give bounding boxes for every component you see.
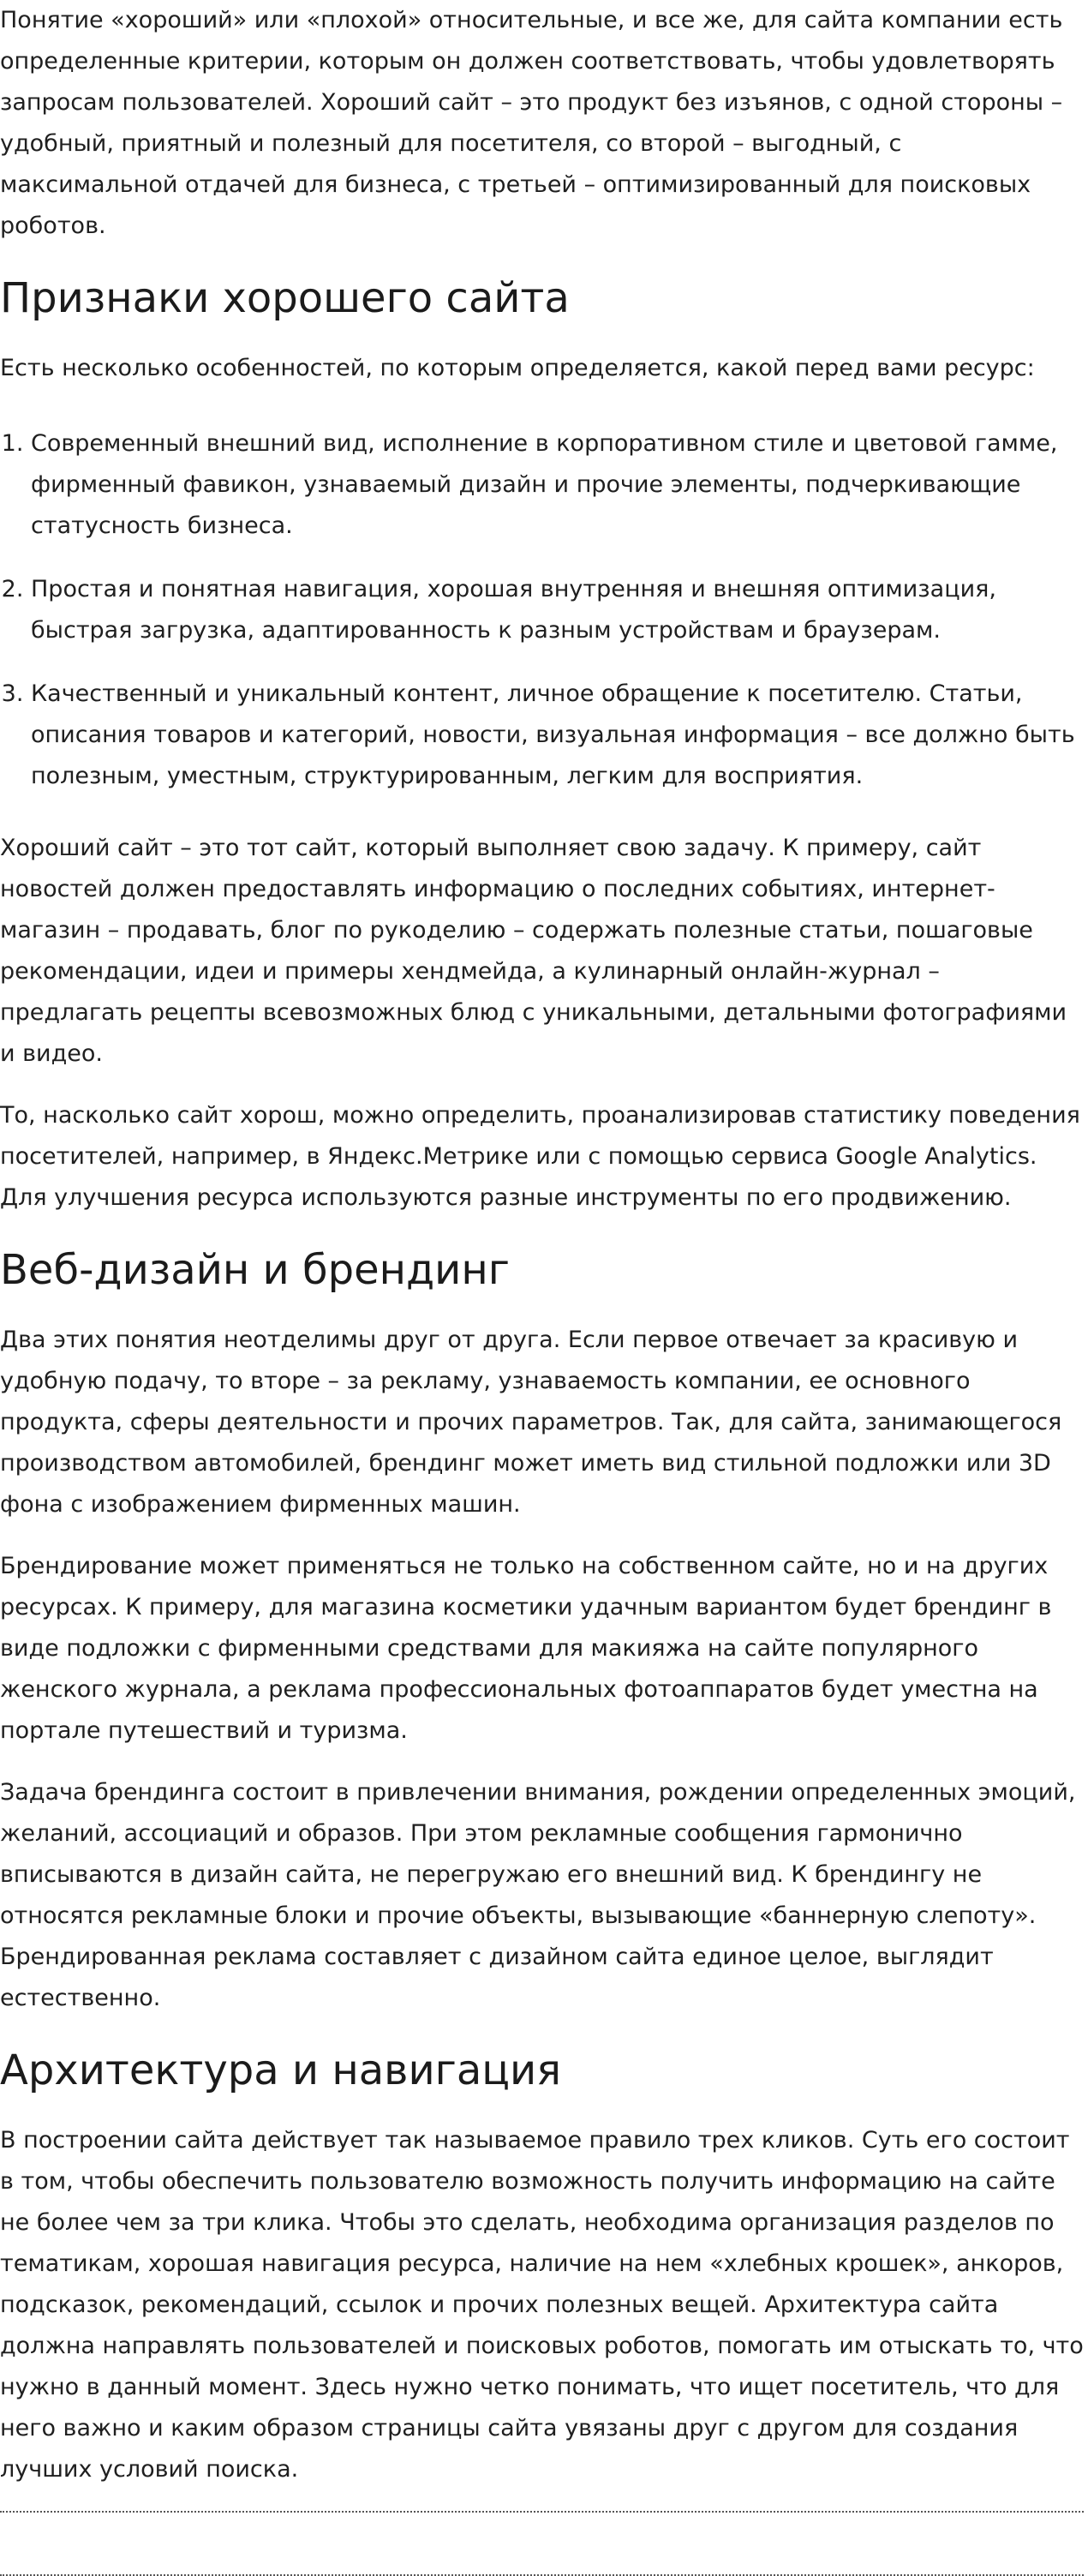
dotted-divider [0,2511,1084,2513]
section2-paragraph-1: Два этих понятия неотделимы друг от друга. Если первое отвечает за красивую и удобную подачу, то вторе – за рекламу, узнаваемость компании, ее основного продукта, сферы деятельности и прочих параметров. Так, для сайта, занимающегося производством автомобилей, брендинг может иметь вид стильной подложки или 3D фона с изображением фирменных машин. [0,1327,1062,1518]
section2-paragraph-2: Брендирование может применяться не только на собственном сайте, но и на других ресурсах. К примеру, для магазина косметики удачным вариантом будет брендинг в виде подложки с фирменными средствами для макияжа на сайте популярного женского журнала, а реклама профессиональных фотоаппаратов будет уместна на портале путешествий и туризма. [0,1553,1052,1744]
list-item: 2. Простая и понятная навигация, хорошая внутренняя и внешняя оптимизация, быстрая загрузка, адаптированность к разным устройствам и браузерам. [31,569,1084,651]
intro-paragraph: Понятие «хороший» или «плохой» относительные, и все же, для сайта компании есть определенные критерии, которым он должен соответствовать, чтобы удовлетворять запросам пользователей. Хороший сайт – это продукт без изъянов, с одной стороны – удобный, приятный и полезный для посетителя, со второй – выгодный, с максимальной отдачей для бизнеса, с третьей – оптимизированный для поисковых роботов. [0,7,1063,239]
list-item: 3. Качественный и уникальный контент, личное обращение к посетителю. Статьи, описания товаров и категорий, новости, визуальная информация – все должно быть полезным, уместным, структурированным, легким для восприятия. [31,674,1084,797]
heading-architecture-navigation: Архитектура и навигация [0,2046,562,2094]
section2-paragraph-3: Задача брендинга состоит в привлечении внимания, рождении определенных эмоций, желаний, ассоциаций и образов. При этом рекламные сообщения гармонично вписываются в дизайн сайта, не перегружаю его внешний вид. К брендингу не относятся рекламные блоки и прочие объекты, вызывающие «баннерную слепоту». Брендированная реклама составляет с дизайном сайта единое целое, выглядит естественно. [0,1779,1076,2011]
signs-list [0,423,1084,797]
section1-paragraph-2: То, насколько сайт хорош, можно определить, проанализировав статистику поведения посетителей, например, в Яндекс.Метрике или с помощью сервиса Google Analytics. Для улучшения ресурса используются разные инструменты по его продвижению. [0,1102,1080,1211]
section3-paragraph-1: В построении сайта действует так называемое правило трех кликов. Суть его состоит в том, чтобы обеспечить пользователю возможность получить информацию на сайте не более чем за три клика. Чтобы это сделать, необходима организация разделов по тематикам, хорошая навигация ресурса, наличие на нем «хлебных крошек», анкоров, подсказок, рекомендаций, ссылок и прочих полезных вещей. Архитектура сайта должна направлять пользователей и поисковых роботов, помогать им отыскать то, что нужно в данный момент. Здесь нужно четко понимать, что ищет посетитель, что для него важно и каким образом страницы сайта увязаны друг с другом для создания лучших условий поиска. [0,2127,1084,2483]
section1-lead: Есть несколько особенностей, по которым определяется, какой перед вами ресурс: [0,355,1035,381]
heading-good-site-signs: Признаки хорошего сайта [0,274,570,322]
heading-web-design-branding: Веб-дизайн и брендинг [0,1246,510,1294]
section1-paragraph-1: Хороший сайт – это тот сайт, который выполняет свою задачу. К примеру, сайт новостей должен предоставлять информацию о последних событиях, интернет-магазин – продавать, блог по рукоделию – содержать полезные статьи, пошаговые рекомендации, идеи и примеры хендмейда, а кулинарный онлайн-журнал – предлагать рецепты всевозможных блюд с уникальными, детальными фотографиями и видео. [0,835,1067,1067]
list-item: 1. Современный внешний вид, исполнение в корпоративном стиле и цветовой гамме, фирменный фавикон, узнаваемый дизайн и прочие элементы, подчеркивающие статусность бизнеса. [31,423,1084,547]
